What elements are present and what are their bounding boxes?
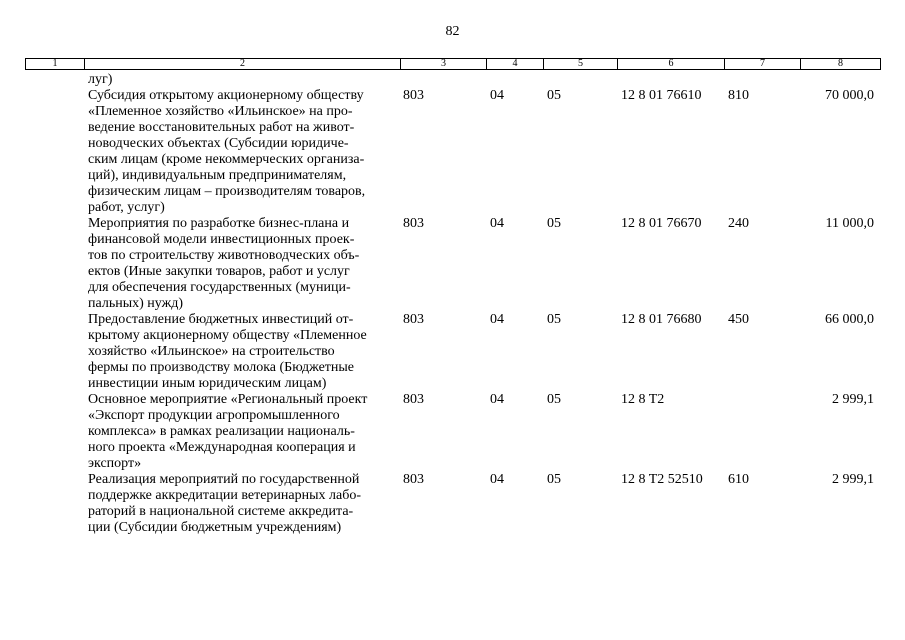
section-code-cell: 04	[490, 472, 504, 487]
expense-type-code-cell: 240	[728, 216, 749, 231]
target-article-code-cell: 12 8 01 76610	[621, 88, 702, 103]
description-line: работ, услуг)	[88, 200, 165, 215]
table-row	[25, 216, 880, 312]
description-line: тов по строительству животноводческих объ-	[88, 248, 360, 263]
section-code-cell: 04	[490, 88, 504, 103]
target-article-code-cell: 12 8 T2	[621, 392, 665, 407]
target-article-code-cell: 12 8 01 76670	[621, 216, 702, 231]
description-line: Субсидия открытому акционерному обществу	[88, 88, 364, 103]
subsection-code-cell: 05	[547, 88, 561, 103]
description-line: физическим лицам – производителям товаров,	[88, 184, 366, 199]
row-description	[88, 216, 400, 312]
description-line: ским лицам (кроме некоммерческих организа-	[88, 152, 365, 167]
description-line: комплекса» в рамках реализации националь-	[88, 424, 355, 439]
description-line: экспорт»	[88, 456, 142, 471]
expense-type-code-cell: 450	[728, 312, 749, 327]
ministry-code-cell: 803	[403, 472, 424, 487]
description-line: инвестиции иным юридическим лицам)	[88, 376, 327, 391]
target-article-code-cell: 12 8 01 76680	[621, 312, 702, 327]
description-line: для обеспечения государственных (муници-	[88, 280, 351, 295]
subsection-code-cell: 05	[547, 472, 561, 487]
description-line: Предоставление бюджетных инвестиций от-	[88, 312, 354, 327]
ministry-code-cell: 803	[403, 312, 424, 327]
description-line: пальных) нужд)	[88, 296, 184, 311]
column-header-row	[26, 59, 881, 70]
description-line: поддержке аккредитации ветеринарных лабо-	[88, 488, 361, 503]
section-code-cell: 04	[490, 312, 504, 327]
amount-cell: 11 000,0	[825, 216, 874, 231]
amount-cell: 70 000,0	[825, 88, 874, 103]
column-header-6: 6	[618, 59, 725, 70]
table-row	[25, 472, 880, 536]
description-line: раторий в национальной системе аккредита-	[88, 504, 354, 519]
description-line: новодческих объектах (Субсидии юридиче-	[88, 136, 349, 151]
row-description	[88, 472, 400, 536]
continuation-line: луг)	[88, 72, 113, 87]
row-description	[88, 392, 400, 472]
table-row	[25, 88, 880, 216]
description-line: финансовой модели инвестиционных проек-	[88, 232, 355, 247]
row-description	[88, 88, 400, 216]
description-line: Реализация мероприятий по государственной	[88, 472, 360, 487]
continuation-row	[25, 72, 880, 88]
column-header-8: 8	[801, 59, 881, 70]
description-line: ведение восстановительных работ на живот-	[88, 120, 355, 135]
continuation-text	[88, 72, 400, 88]
row-description	[88, 312, 400, 392]
page-number: 82	[445, 24, 460, 39]
column-header-7: 7	[725, 59, 801, 70]
subsection-code-cell: 05	[547, 216, 561, 231]
column-header-2: 2	[85, 59, 401, 70]
description-line: Мероприятия по разработке бизнес-плана и	[88, 216, 350, 231]
description-line: Основное мероприятие «Региональный проект	[88, 392, 368, 407]
description-line: «Экспорт продукции агропромышленного	[88, 408, 340, 423]
description-line: ектов (Иные закупки товаров, работ и услуг	[88, 264, 350, 279]
table-row	[25, 312, 880, 392]
ministry-code-cell: 803	[403, 88, 424, 103]
budget-rows	[25, 72, 880, 536]
description-line: ций), индивидуальным предпринимателям,	[88, 168, 347, 183]
description-line: хозяйство «Ильинское» на строительство	[88, 344, 335, 359]
description-line: «Племенное хозяйство «Ильинское» на про-	[88, 104, 353, 119]
ministry-code-cell: 803	[403, 216, 424, 231]
subsection-code-cell: 05	[547, 312, 561, 327]
subsection-code-cell: 05	[547, 392, 561, 407]
expense-type-code-cell: 810	[728, 88, 749, 103]
column-header-5: 5	[544, 59, 618, 70]
description-line: крытому акционерному обществу «Племенное	[88, 328, 367, 343]
ministry-code-cell: 803	[403, 392, 424, 407]
column-header-3: 3	[401, 59, 487, 70]
section-code-cell: 04	[490, 216, 504, 231]
amount-cell: 2 999,1	[832, 472, 874, 487]
section-code-cell: 04	[490, 392, 504, 407]
column-header-1: 1	[26, 59, 85, 70]
column-header-table	[25, 58, 881, 70]
target-article-code-cell: 12 8 T2 52510	[621, 472, 703, 487]
description-line: ции (Субсидии бюджетным учреждениям)	[88, 520, 342, 535]
amount-cell: 2 999,1	[832, 392, 874, 407]
description-line: ного проекта «Международная кооперация и	[88, 440, 356, 455]
description-line: фермы по производству молока (Бюджетные	[88, 360, 355, 375]
column-header-4: 4	[487, 59, 544, 70]
table-row	[25, 392, 880, 472]
amount-cell: 66 000,0	[825, 312, 874, 327]
expense-type-code-cell: 610	[728, 472, 749, 487]
